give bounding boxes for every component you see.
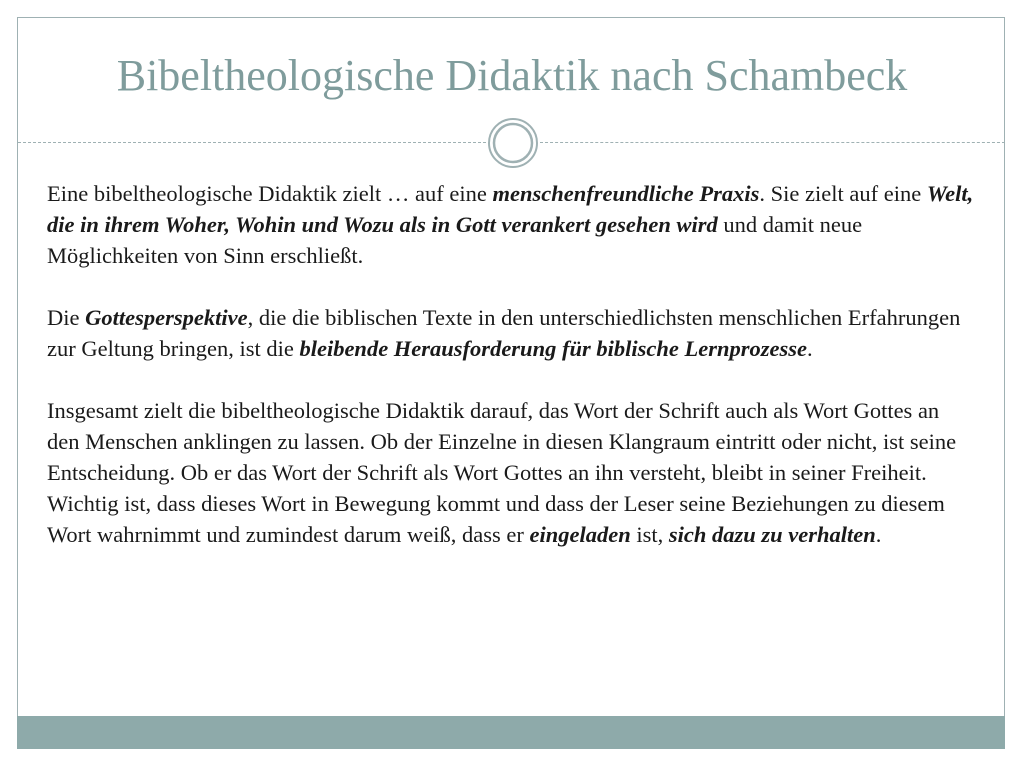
text-segment: . (806, 336, 813, 361)
paragraph-conclusion (47, 488, 977, 550)
title-divider-right (540, 142, 1005, 143)
emphasis-text: Gottesperspektive (85, 305, 248, 330)
paragraph-intro (47, 178, 977, 271)
slide-title: Bibeltheologische Didaktik nach Schambeck (116, 51, 908, 100)
paragraph-perspective (47, 302, 977, 364)
text-segment: . (875, 522, 882, 547)
paragraph-summary (47, 395, 977, 488)
text-segment: und damit neue Möglichkeiten von Sinn erschließt. (47, 212, 863, 268)
footer-bar (17, 716, 1005, 749)
emphasis-text: sich dazu zu verhalten (668, 522, 876, 547)
double-circle-icon (487, 117, 539, 169)
slide-body (47, 178, 977, 550)
title-divider-left (18, 142, 486, 143)
text-segment: . Sie zielt auf eine (759, 181, 927, 206)
emphasis-text: Welt, die in ihrem Woher, Wohin und Wozu als in Gott verankert gesehen wird (47, 181, 974, 237)
text-segment: Wichtig ist, dass dieses Wort in Bewegung kommt und dass der Leser seine Beziehungen zu diesem Wort wahrnimmt und zumindest darum weiß, dass er (47, 491, 945, 547)
text-segment: Eine bibeltheologische Didaktik zielt … auf eine (47, 181, 493, 206)
text-segment: ist, (630, 522, 669, 547)
emphasis-text: menschenfreundliche Praxis (492, 181, 760, 206)
paragraph-gap (47, 364, 977, 395)
text-segment: Die (47, 305, 86, 330)
paragraph-gap (47, 271, 977, 302)
text-segment: , die die biblischen Texte in den unterschiedlichsten menschlichen Erfahrungen zur Geltung bringen, ist die (47, 305, 961, 361)
emphasis-text: bleibende Herausforderung für biblische Lernprozesse (299, 336, 807, 361)
text-segment: Insgesamt zielt die bibeltheologische Didaktik darauf, das Wort der Schrift auch als Wort Gottes an den Menschen anklingen zu lassen. Ob der Einzelne in diesen Klangraum eintritt oder nicht, ist seine Entscheidung. Ob er das Wort der Schrift als Wort Gottes an ihn versteht, bleibt in seiner Freiheit. (47, 398, 957, 485)
emphasis-text: eingeladen (529, 522, 631, 547)
